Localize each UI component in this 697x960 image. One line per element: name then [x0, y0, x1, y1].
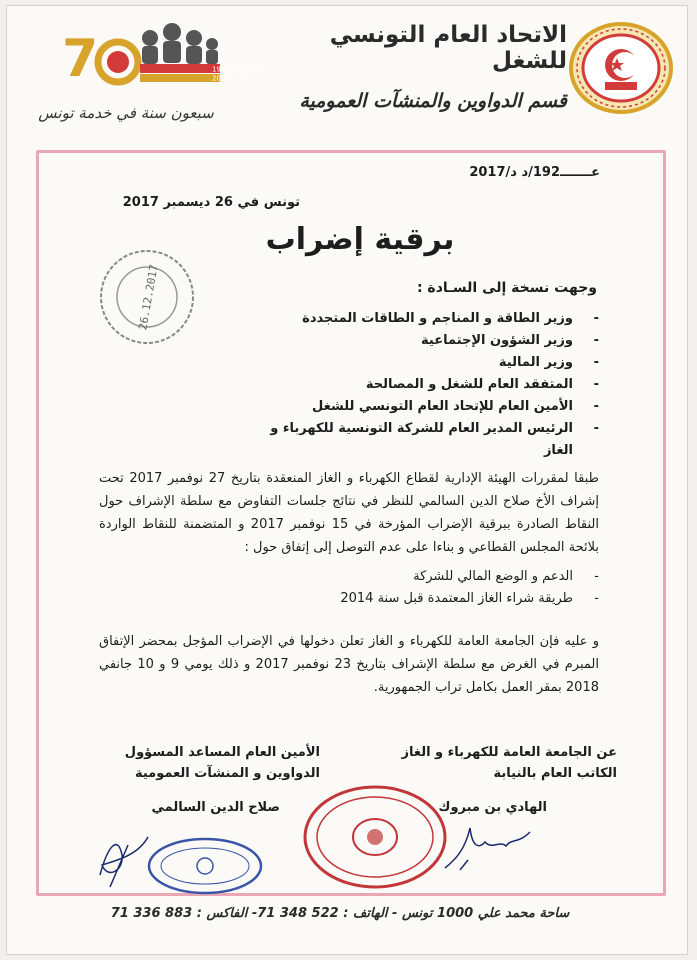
ugtt-emblem-logo: [565, 20, 677, 115]
footer-contact: ساحة محمد علي 1000 تونس - الهاتف : 522 348 71- الفاكس : 883 336 71: [110, 906, 570, 921]
portraits: [142, 23, 218, 64]
signatory-left-role: الأمين العام المساعد المسؤول: [124, 745, 320, 760]
signature-left: [88, 825, 158, 895]
body-paragraph-2: و عليه فإن الجامعة العامة للكهرباء و الغاز تعلن دخولها في الإضراب المؤجل بمحضر الإتفاق المبرم في الغرض مع سلطة الإشراف بتاريخ 23 نوفمبر 2017 و ذلك يومي 9 و 10 جانفي 2018 بمقر العمل بكامل تراب الجمهورية.: [99, 634, 599, 695]
anniversary-date-1: 20 جانفي 1946: [212, 65, 261, 74]
reference-number: عـــــــ192/د د/2017: [469, 165, 600, 180]
dispute-point: - الدعم و الوضع المالي للشركة: [413, 569, 599, 584]
dispute-points-list: [269, 567, 599, 611]
anniversary-70-logo: [34, 18, 261, 128]
blue-department-stamp: [145, 835, 265, 897]
red-union-stamp: [300, 782, 450, 892]
recipient-item: - وزير الشؤون الإجتماعية: [421, 333, 599, 348]
signatory-right-org: عن الجامعة العامة للكهرباء و الغاز: [401, 745, 617, 760]
postmark-stamp: [92, 245, 202, 350]
dispute-point: - طريقة شراء الغاز المعتمدة قبل سنة 2014: [340, 591, 599, 606]
recipient-item: - الأمين العام للإتحاد العام التونسي للشغل: [312, 399, 599, 414]
letter-date: تونس في 26 ديسمبر 2017: [122, 195, 300, 210]
recipient-item: - الرئيس المدير العام للشركة التونسية للكهرباء و الغاز: [270, 421, 599, 458]
signatory-right-block: [387, 742, 617, 784]
document-title: برقية إضراب: [265, 222, 455, 257]
signatory-left-dept: الدواوين و المنشآت العمومية: [134, 766, 320, 781]
recipients-list: [239, 308, 599, 458]
signatory-left-name: صلاح الدين السالمي: [151, 800, 280, 815]
signatory-left-block: [120, 742, 320, 784]
postmark-date: 26.12.2017: [136, 263, 161, 332]
department-name: قسم الدواوين والمنشآت العمومية: [299, 90, 567, 112]
organization-name: الاتحاد العام التونسي للشغل: [329, 22, 567, 74]
body-paragraph-1: طبقا لمقررات الهيئة الإدارية لقطاع الكهرباء و الغاز المنعقدة بتاريخ 27 نوفمبر 2017 تحت إشراف الأخ صلاح الدين السالمي للنظر في نتائج جلسات التفاوض مع سلطة الإشراف حول النقاط الصادرة ببرقية الإضراب المؤرخة في 15 نوفمبر 2017 و المتضمنة للنقاط الواردة بلائحة المجلس القطاعي و بناءا على عدم التوصل إلى إتفاق حول :: [99, 471, 599, 555]
recipient-item: - وزير المالية: [498, 355, 599, 370]
signatory-right-name: الهادي بن مبروك: [438, 800, 547, 815]
anniversary-slogan: سبعون سنة في خدمة تونس: [38, 104, 214, 122]
anniversary-date-2: 20 جانفي 2016: [212, 74, 261, 83]
recipients-heading: وجهت نسخة إلى السـادة :: [416, 280, 597, 296]
anniversary-number: 7: [62, 29, 99, 89]
signatory-right-role: الكاتب العام بالنيابة: [493, 766, 617, 781]
signature-right: [440, 820, 540, 875]
recipient-item: - المتفقد العام للشغل و المصالحة: [365, 377, 599, 392]
recipient-item: - وزير الطاقة و المناجم و الطاقات المتجددة: [302, 311, 599, 326]
